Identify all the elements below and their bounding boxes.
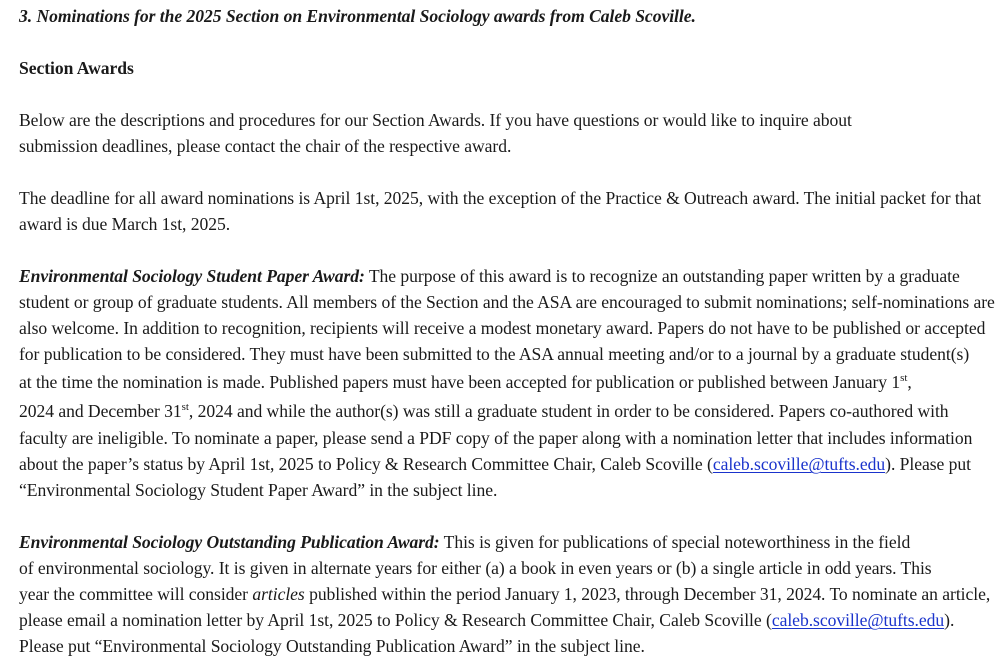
student-award-text: ). Please put [885,454,971,474]
publication-award-text: year the committee will consider [19,584,253,604]
publication-award-line [19,583,990,605]
deadline-line: The deadline for all award nominations is April 1st, 2025, with the exception of the Practice & Outreach award. The initial packet for that [19,188,982,208]
student-award-line: student or group of graduate students. All members of the Section and the ASA are encouraged to submit nominations; self-nominations are [19,292,995,312]
deadline-line: award is due March 1st, 2025. [19,214,231,234]
student-award-line [19,371,912,393]
student-award-text: , 2024 and while the author(s) was still a graduate student in order to be considered. Papers co-authored with [188,401,949,421]
student-award-line [19,453,971,475]
student-award-line: faculty are ineligible. To nominate a paper, please send a PDF copy of the paper along with a nomination letter that includes information [19,428,973,448]
student-award-line: “Environmental Sociology Student Paper Award” in the subject line. [19,480,498,500]
student-award-line: also welcome. In addition to recognition, recipients will receive a modest monetary award. Papers do not have to be published or accepted [19,318,986,338]
publication-award-line [19,609,954,631]
ordinal-suffix: st [181,401,189,413]
publication-award-text: ). [944,610,955,630]
student-award-line: for publication to be considered. They must have been submitted to the ASA annual meeting and/or to a journal by a graduate student(s) [19,344,970,364]
intro-line: submission deadlines, please contact the chair of the respective award. [19,136,512,156]
email-link[interactable]: caleb.scoville@tufts.edu [771,610,945,630]
publication-award-text: published within the period January 1, 2023, through December 31, 2024. To nominate an article, [304,584,991,604]
student-award-line [19,400,949,422]
publication-award-text: This is given for publications of special noteworthiness in the field [439,532,911,552]
student-award-text: The purpose of this award is to recognize an outstanding paper written by a graduate [364,266,960,286]
student-award-text: at the time the nomination is made. Published papers must have been accepted for publication or published between January 1 [19,372,901,392]
publication-award-line [19,531,910,553]
emphasis-text: articles [252,584,305,604]
intro-line: Below are the descriptions and procedures for our Section Awards. If you have questions or would like to inquire about [19,110,852,130]
publication-award-line: Please put “Environmental Sociology Outstanding Publication Award” in the subject line. [19,636,645,656]
student-award-text: 2024 and December 31 [19,401,182,421]
email-link[interactable]: caleb.scoville@tufts.edu [712,454,886,474]
ordinal-suffix: st [900,372,908,384]
student-award-text: , [907,372,912,392]
page-title: 3. Nominations for the 2025 Section on Environmental Sociology awards from Caleb Scoville. [19,6,696,26]
publication-award-text: please email a nomination letter by April 1st, 2025 to Policy & Research Committee Chair, Caleb Scoville ( [19,610,772,630]
publication-award-title: Environmental Sociology Outstanding Publication Award: [19,532,440,552]
student-award-text: about the paper’s status by April 1st, 2025 to Policy & Research Committee Chair, Caleb Scoville ( [19,454,713,474]
student-award-line [19,265,960,287]
student-award-title: Environmental Sociology Student Paper Award: [19,266,365,286]
publication-award-line: of environmental sociology. It is given in alternate years for either (a) a book in even years or (b) a single article in odd years. This [19,558,932,578]
section-heading: Section Awards [19,58,134,78]
